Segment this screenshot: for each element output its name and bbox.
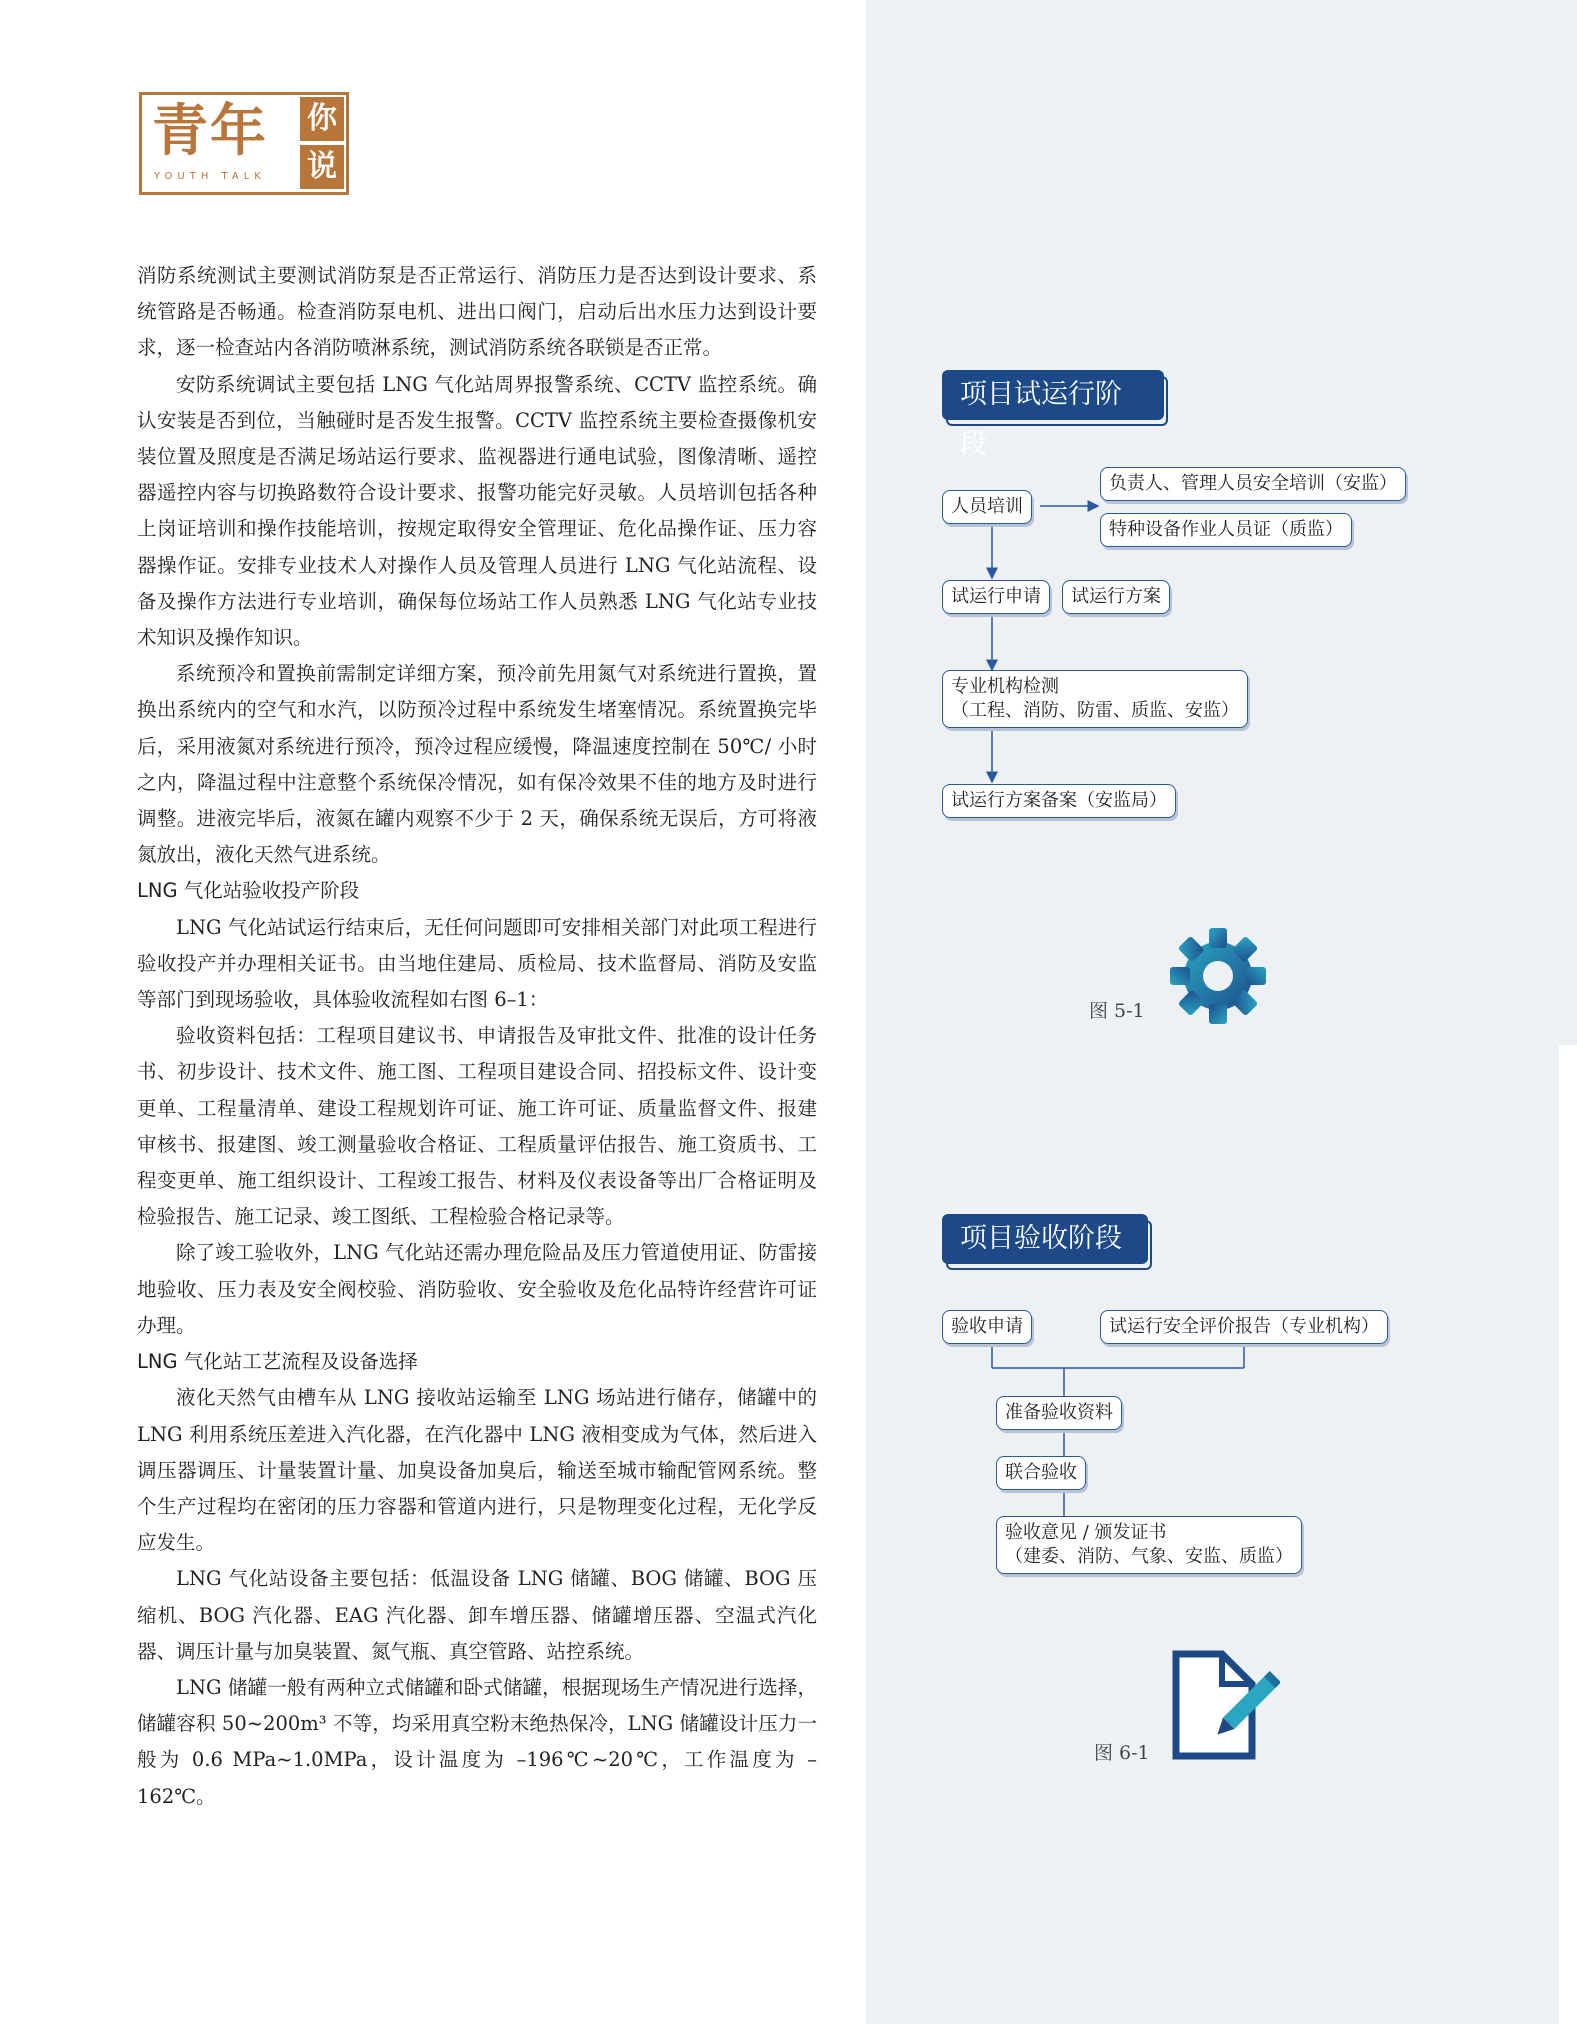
logo-main-text: 青年 bbox=[152, 99, 268, 164]
paragraph: 验收资料包括：工程项目建议书、申请报告及审批文件、批准的设计任务书、初步设计、技术文件、施工图、工程项目建设合同、招投标文件、设计变更单、工程量清单、建设工程规划许可证、施工许可证、质量监督文件、报建审核书、报建图、竣工测量验收合格证、工程质量评估报告、施工资质书、工程变更单、施工组织设计、工程竣工报告、材料及仪表设备等出厂合格证明及检验报告、施工记录、竣工图纸、工程检验合格记录等。 bbox=[137, 1024, 817, 1229]
flow-box-acceptance-apply: 验收申请 bbox=[942, 1310, 1032, 1344]
flow-box-training: 人员培训 bbox=[942, 490, 1032, 524]
inspection-line2: （工程、消防、防雷、质监、安监） bbox=[951, 700, 1239, 721]
paragraph: 液化天然气由槽车从 LNG 接收站运输至 LNG 场站进行储存，储罐中的 LNG 利用系统压差进入汽化器，在汽化器中 LNG 液相变成为气体，然后进入调压器调压、计量装置计量、加臭设备加臭后，输送至城市输配管网系统。整个生产过程均在密闭的压力容器和管道内进行，只是物理变化过程，无化学反应发生。 bbox=[137, 1386, 817, 1555]
paragraph: 消防系统测试主要测试消防泵是否正常运行、消防压力是否达到设计要求、系统管路是否畅通。检查消防泵电机、进出口阀门，启动后出水压力达到设计要求，逐一检查站内各消防喷淋系统，测试消防系统各联锁是否正常。 bbox=[137, 264, 817, 360]
logo-box-top: 你 bbox=[300, 97, 344, 141]
document-edit-icon bbox=[1170, 1650, 1280, 1760]
section-heading: LNG 气化站验收投产阶段 bbox=[137, 879, 360, 903]
flow-box-special-cert: 特种设备作业人员证（质监） bbox=[1100, 513, 1352, 547]
flow-box-trial-plan: 试运行方案 bbox=[1062, 580, 1170, 614]
flow-box-plan-record: 试运行方案备案（安监局） bbox=[942, 784, 1176, 818]
paragraph: 除了竣工验收外，LNG 气化站还需办理危险品及压力管道使用证、防雷接地验收、压力表及安全阀校验、消防验收、安全验收及危化品特许经营许可证办理。 bbox=[137, 1241, 817, 1337]
figure-caption-6-1: 图 6-1 bbox=[1094, 1742, 1150, 1764]
paragraph: 系统预冷和置换前需制定详细方案，预冷前先用氮气对系统进行置换，置换出系统内的空气和水汽，以防预冷过程中系统发生堵塞情况。系统置换完毕后，采用液氮对系统进行预冷，预冷过程应缓慢，降温速度控制在 50℃/ 小时之内，降温过程中注意整个系统保冷情况，如有保冷效果不佳的地方及时进行调整。进液完毕后，液氮在罐内观察不少于 2 天，确保系统无误后，方可将液氮放出，液化天然气进系统。 bbox=[137, 662, 817, 867]
flow-box-trial-apply: 试运行申请 bbox=[942, 580, 1050, 614]
inspection-line1: 专业机构检测 bbox=[951, 676, 1059, 697]
gear-icon bbox=[1168, 926, 1268, 1026]
flow-box-safety-report: 试运行安全评价报告（专业机构） bbox=[1100, 1310, 1388, 1344]
paragraph: LNG 气化站设备主要包括：低温设备 LNG 储罐、BOG 储罐、BOG 压缩机、BOG 汽化器、EAG 汽化器、卸车增压器、储罐增压器、空温式汽化器、调压计量与加臭装置、氮气瓶、真空管路、站控系统。 bbox=[137, 1567, 817, 1663]
opinion-line1: 验收意见 / 颁发证书 bbox=[1005, 1522, 1167, 1543]
flow-box-joint-acceptance: 联合验收 bbox=[996, 1456, 1086, 1490]
logo-subtitle: YOUTH TALK bbox=[154, 171, 266, 182]
figure-caption-5-1: 图 5-1 bbox=[1089, 1000, 1145, 1022]
section-heading: LNG 气化站工艺流程及设备选择 bbox=[137, 1350, 418, 1374]
section-title: 项目试运行阶段 bbox=[942, 370, 1164, 420]
flow-box-prepare-docs: 准备验收资料 bbox=[996, 1396, 1122, 1430]
section-title: 项目验收阶段 bbox=[942, 1214, 1148, 1264]
opinion-line2: （建委、消防、气象、安监、质监） bbox=[1005, 1546, 1293, 1567]
paragraph: LNG 气化站试运行结束后，无任何问题即可安排相关部门对此项工程进行验收投产并办理相关证书。由当地住建局、质检局、技术监督局、消防及安监等部门到现场验收，具体验收流程如右图 6–1： bbox=[137, 915, 817, 1012]
flow-box-safety-training: 负责人、管理人员安全培训（安监） bbox=[1100, 467, 1406, 501]
flow-box-inspection bbox=[942, 670, 1248, 728]
logo-box-bottom: 说 bbox=[300, 145, 344, 189]
flow-box-acceptance-opinion bbox=[996, 1516, 1302, 1574]
paragraph: 安防系统调试主要包括 LNG 气化站周界报警系统、CCTV 监控系统。确认安装是否到位，当触碰时是否发生报警。CCTV 监控系统主要检查摄像机安装位置及照度是否满足场站运行要求、监视器进行通电试验，图像清晰、遥控器遥控内容与切换路数符合设计要求、报警功能完好灵敏。人员培训包括各种上岗证培训和操作技能培训，按规定取得安全管理证、危化品操作证、压力容器操作证。安排专业技术人对操作人员及管理人员进行 LNG 气化站流程、设备及操作方法进行专业培训，确保每位场站工作人员熟悉 LNG 气化站专业技术知识及操作知识。 bbox=[137, 372, 817, 650]
paragraph: LNG 储罐一般有两种立式储罐和卧式储罐，根据现场生产情况进行选择，储罐容积 50~200m³ 不等，均采用真空粉末绝热保冷，LNG 储罐设计压力一般为 0.6 MPa~1.0MPa，设计温度为 –196℃~20℃，工作温度为 –162℃。 bbox=[137, 1675, 817, 1808]
